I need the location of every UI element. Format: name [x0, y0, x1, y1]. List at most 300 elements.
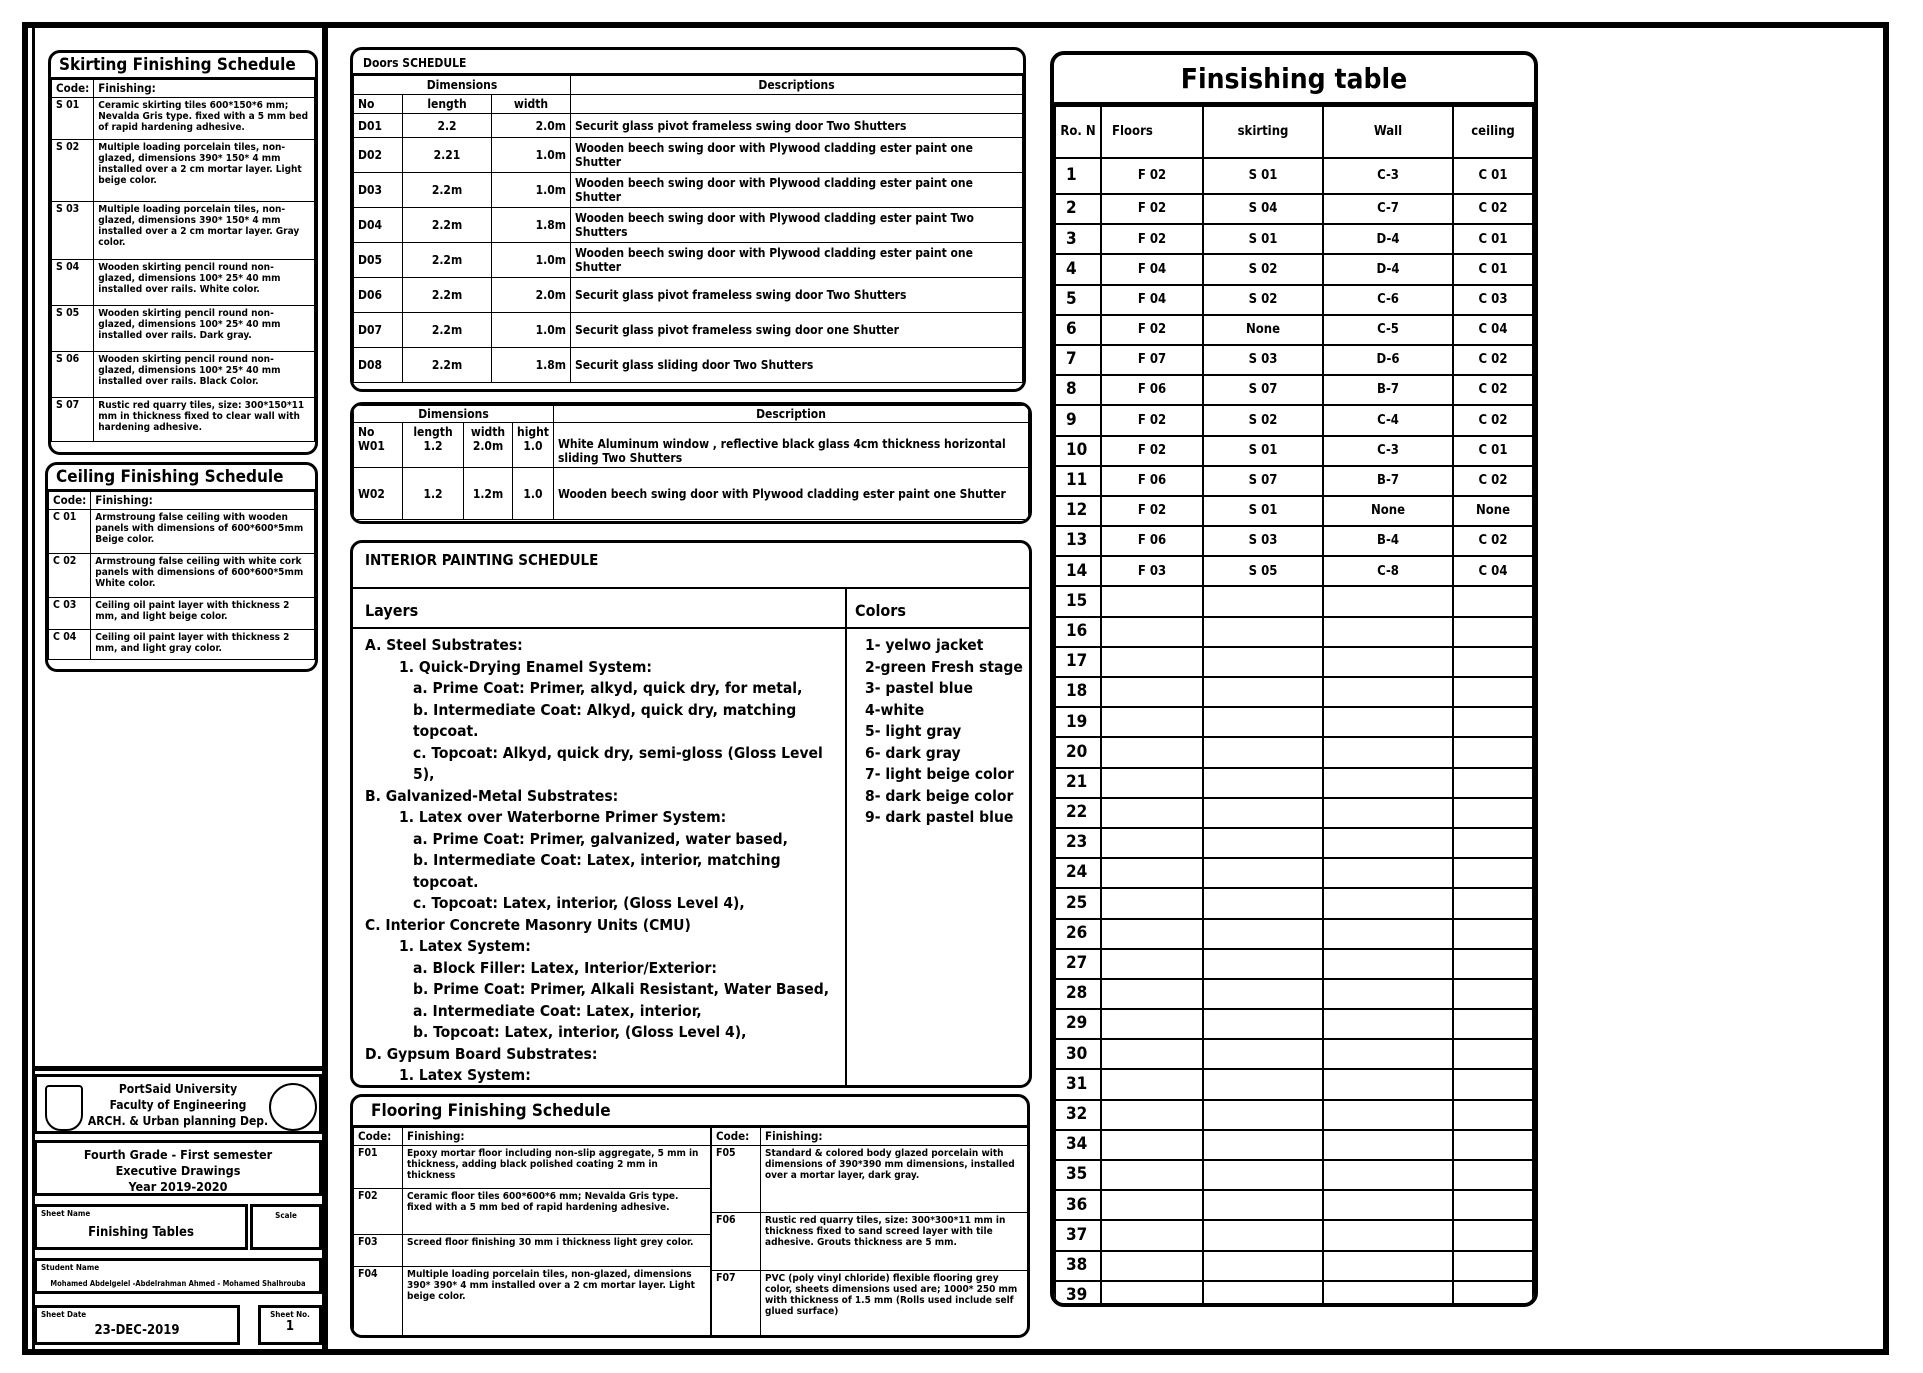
- sheet-name-caption: Sheet Name: [41, 1209, 91, 1218]
- door-length: 2.2m: [403, 348, 492, 383]
- table-row: [1055, 949, 1533, 979]
- window-no: W01: [358, 439, 385, 453]
- sheet-name-value: Finishing Tables: [88, 1225, 194, 1240]
- row-code: C 01: [49, 510, 91, 554]
- dimensions-header: Dimensions: [354, 406, 554, 423]
- ceiling-code: C 02: [1453, 375, 1533, 405]
- col-header: skirting: [1203, 106, 1323, 158]
- table-row: [1055, 466, 1533, 496]
- skirting-code: [1203, 1130, 1323, 1160]
- university-block: [34, 1074, 322, 1134]
- row-code: S 05: [52, 306, 94, 352]
- row-number: 29: [1055, 1009, 1101, 1039]
- dimensions-header: Dimensions: [354, 76, 571, 95]
- wall-code: C-3: [1323, 436, 1453, 466]
- finishing-header: Finishing:: [94, 80, 315, 98]
- flooring-left-table: [353, 1127, 711, 1338]
- ceiling-code: [1453, 1130, 1533, 1160]
- wall-code: [1323, 677, 1453, 707]
- floor-code: [1101, 768, 1203, 798]
- wall-code: B-7: [1323, 466, 1453, 496]
- door-length: 2.2m: [403, 313, 492, 348]
- window-desc: White Aluminum window , reflective black glass 4cm thickness horizontal sliding Two Shutters: [553, 423, 1028, 468]
- painting-column-divider: [845, 629, 847, 1088]
- table-row: [1055, 405, 1533, 435]
- ceiling-code: C 01: [1453, 254, 1533, 284]
- table-row: [354, 114, 1023, 138]
- wall-code: [1323, 768, 1453, 798]
- windows-schedule-panel: [350, 402, 1032, 524]
- door-width: 1.0m: [492, 243, 571, 278]
- row-number: 19: [1055, 707, 1101, 737]
- row-number: 14: [1055, 556, 1101, 586]
- row-number: 39: [1055, 1281, 1101, 1307]
- row-number: 13: [1055, 526, 1101, 556]
- table-row: [712, 1271, 1029, 1339]
- door-width: 2.0m: [492, 114, 571, 138]
- skirting-schedule-title: Skirting Finishing Schedule: [51, 53, 315, 79]
- sheet-name-block: [34, 1204, 248, 1250]
- ceiling-code: [1453, 888, 1533, 918]
- row-code: S 04: [52, 260, 94, 306]
- row-text: Ceiling oil paint layer with thickness 2 mm, and light beige color.: [91, 598, 315, 630]
- row-number: 16: [1055, 617, 1101, 647]
- row-number: 22: [1055, 798, 1101, 828]
- door-no: D08: [354, 348, 403, 383]
- row-text: PVC (poly vinyl chloride) flexible flooring grey color, sheets dimensions used are; 1000* 250 mm with thickness of 1.5 mm (Rolls used include self glued surface): [761, 1271, 1029, 1339]
- floor-code: [1101, 737, 1203, 767]
- row-text: Armstroung false ceiling with wooden panels with dimensions of 600*600*5mm Beige color.: [91, 510, 315, 554]
- row-number: 23: [1055, 828, 1101, 858]
- table-row: [1055, 979, 1533, 1009]
- row-number: 20: [1055, 737, 1101, 767]
- row-number: 32: [1055, 1100, 1101, 1130]
- ceiling-code: None: [1453, 496, 1533, 526]
- scale-block: [250, 1204, 322, 1250]
- row-number: 26: [1055, 919, 1101, 949]
- floor-code: F 02: [1101, 224, 1203, 254]
- table-row: [1055, 1251, 1533, 1281]
- ceiling-code: [1453, 949, 1533, 979]
- skirting-code: None: [1203, 315, 1323, 345]
- ceiling-code: C 01: [1453, 224, 1533, 254]
- floor-code: F 02: [1101, 405, 1203, 435]
- skirting-code: [1203, 828, 1323, 858]
- skirting-code: S 02: [1203, 405, 1323, 435]
- wall-code: [1323, 1100, 1453, 1130]
- floor-code: [1101, 586, 1203, 616]
- painting-layer-item: a. Prime Coat: Primer, galvanized, water based,: [413, 829, 788, 848]
- floor-code: [1101, 888, 1203, 918]
- table-row: [354, 1235, 711, 1267]
- skirting-code: S 03: [1203, 526, 1323, 556]
- skirting-code: S 04: [1203, 194, 1323, 224]
- table-row: [712, 1213, 1029, 1271]
- painting-color-item: 5- light gray: [865, 722, 962, 740]
- course-label: Executive Drawings: [115, 1163, 241, 1178]
- table-row: [1055, 858, 1533, 888]
- table-row: [354, 278, 1023, 313]
- wall-code: [1323, 586, 1453, 616]
- row-number: 35: [1055, 1160, 1101, 1190]
- row-code: C 02: [49, 554, 91, 598]
- skirting-code: [1203, 979, 1323, 1009]
- sheet-date-block: [34, 1305, 240, 1345]
- wall-code: [1323, 858, 1453, 888]
- table-row: [1055, 1220, 1533, 1250]
- window-hight: 1.0: [523, 439, 543, 453]
- length-header: length: [403, 95, 492, 114]
- table-row: [354, 1189, 711, 1235]
- floor-code: [1101, 1039, 1203, 1069]
- ceiling-code: [1453, 677, 1533, 707]
- year-label: Year 2019-2020: [128, 1179, 228, 1194]
- door-length: 2.2m: [403, 243, 492, 278]
- door-desc: Securit glass pivot frameless swing door Two Shutters: [571, 278, 1023, 313]
- row-text: Ceramic floor tiles 600*600*6 mm; Nevalda Gris type. fixed with a 5 mm bed of rapid hardening adhesive.: [403, 1189, 711, 1235]
- sheet-date-caption: Sheet Date: [41, 1310, 87, 1319]
- painting-layer-item: [365, 1087, 843, 1089]
- skirting-code: S 01: [1203, 436, 1323, 466]
- skirting-code: [1203, 1039, 1323, 1069]
- floor-code: [1101, 647, 1203, 677]
- row-code: S 01: [52, 98, 94, 140]
- painting-layer-item: b. Prime Coat: Primer, Alkali Resistant, Water Based,: [413, 980, 830, 998]
- door-width: 1.0m: [492, 313, 571, 348]
- skirting-code: [1203, 1069, 1323, 1099]
- painting-layer-item: 1. Latex System:: [399, 1066, 531, 1084]
- painting-schedule-title: INTERIOR PAINTING SCHEDULE: [353, 543, 1029, 589]
- skirting-code: S 01: [1203, 158, 1323, 194]
- painting-layer-item: 1. Quick-Drying Enamel System:: [399, 657, 652, 676]
- row-number: 18: [1055, 677, 1101, 707]
- ceiling-code: [1453, 707, 1533, 737]
- floor-code: [1101, 919, 1203, 949]
- wall-code: [1323, 828, 1453, 858]
- wall-code: None: [1323, 496, 1453, 526]
- code-header: Code:: [52, 80, 94, 98]
- grade-label: Fourth Grade - First semester: [83, 1147, 273, 1162]
- skirting-code: [1203, 1220, 1323, 1250]
- row-number: 36: [1055, 1190, 1101, 1220]
- row-text: Ceiling oil paint layer with thickness 2 mm, and light gray color.: [91, 630, 315, 660]
- painting-layer-item: a. Intermediate Coat: Latex, interior,: [413, 1001, 702, 1020]
- door-width: 1.0m: [492, 138, 571, 173]
- wall-code: [1323, 647, 1453, 677]
- ceiling-code: C 02: [1453, 194, 1533, 224]
- finishing-header: Finishing:: [761, 1128, 1029, 1146]
- flooring-right-table-wrap: [711, 1127, 1029, 1338]
- colors-list: [865, 635, 1032, 829]
- table-row: [354, 348, 1023, 383]
- row-code: S 02: [52, 140, 94, 202]
- wall-code: [1323, 1190, 1453, 1220]
- table-row: [1055, 677, 1533, 707]
- ceiling-code: [1453, 919, 1533, 949]
- ceiling-code: C 02: [1453, 466, 1533, 496]
- finishing-header: Finishing:: [403, 1128, 711, 1146]
- table-row: [1055, 888, 1533, 918]
- row-text: Multiple loading porcelain tiles, non-glazed, dimensions 390* 390* 4 mm installed over a 2 cm mortar layer. Light beige color.: [403, 1267, 711, 1339]
- sheet-no-caption: Sheet No.: [270, 1310, 310, 1319]
- skirting-code: S 03: [1203, 345, 1323, 375]
- table-row: [1055, 1281, 1533, 1307]
- wall-code: C-5: [1323, 315, 1453, 345]
- flooring-schedule-panel: [350, 1094, 1030, 1338]
- skirting-code: [1203, 858, 1323, 888]
- door-no: D01: [354, 114, 403, 138]
- row-number: 17: [1055, 647, 1101, 677]
- wall-code: [1323, 798, 1453, 828]
- table-row: [1055, 647, 1533, 677]
- student-block: [34, 1258, 322, 1294]
- door-length: 2.2m: [403, 173, 492, 208]
- table-row: [52, 140, 315, 202]
- row-number: 1: [1055, 158, 1101, 194]
- painting-layer-item: a. Block Filler: Latex, Interior/Exterior:: [413, 958, 717, 977]
- descriptions-header: Descriptions: [571, 76, 1023, 95]
- university-logo: [45, 1085, 83, 1131]
- table-row: [52, 202, 315, 260]
- table-row: [1055, 919, 1533, 949]
- painting-layer-item: c. Topcoat: Latex, interior, (Gloss Level 4),: [413, 894, 745, 912]
- floor-code: [1101, 1100, 1203, 1130]
- skirting-code: S 02: [1203, 254, 1323, 284]
- wall-code: [1323, 1251, 1453, 1281]
- door-no: D07: [354, 313, 403, 348]
- window-length: 1.2: [403, 468, 464, 520]
- door-desc: Securit glass pivot frameless swing door Two Shutters: [571, 114, 1023, 138]
- door-desc: Securit glass pivot frameless swing door one Shutter: [571, 313, 1023, 348]
- skirting-schedule-panel: [48, 50, 318, 455]
- wall-code: [1323, 1220, 1453, 1250]
- description-header: Description: [553, 406, 1028, 423]
- wall-code: [1323, 1009, 1453, 1039]
- painting-layer-item: b. Intermediate Coat: Latex, interior, matching topcoat.: [413, 851, 781, 891]
- sheet-no-block: [258, 1305, 322, 1345]
- table-row: [52, 306, 315, 352]
- floor-code: [1101, 707, 1203, 737]
- ceiling-code: [1453, 828, 1533, 858]
- row-text: Wooden skirting pencil round non-glazed, dimensions 100* 25* 40 mm installed over rails. Dark gray.: [94, 306, 315, 352]
- window-width: 2.0m: [472, 439, 504, 453]
- painting-color-item: 4-white: [865, 700, 925, 719]
- table-row: [1055, 707, 1533, 737]
- skirting-code: [1203, 707, 1323, 737]
- painting-layer-item: c. Topcoat: Alkyd, quick dry, semi-gloss (Gloss Level 5),: [413, 743, 823, 783]
- ceiling-code: C 02: [1453, 526, 1533, 556]
- skirting-schedule-table: [51, 79, 315, 442]
- table-row: [1055, 375, 1533, 405]
- skirting-code: [1203, 677, 1323, 707]
- windows-table: [353, 405, 1029, 520]
- width-header: width: [470, 425, 506, 439]
- skirting-code: S 07: [1203, 375, 1323, 405]
- colors-header: Colors: [845, 589, 1032, 629]
- window-desc: Wooden beech swing door with Plywood cladding ester paint one Shutter: [553, 468, 1028, 520]
- row-number: 24: [1055, 858, 1101, 888]
- wall-code: C-8: [1323, 556, 1453, 586]
- painting-layer-item: 1. Latex over Waterborne Primer System:: [399, 808, 727, 826]
- col-header: Ro. N: [1055, 106, 1101, 158]
- floor-code: [1101, 1069, 1203, 1099]
- row-text: Rustic red quarry tiles, size: 300*150*11 mm in thickness fixed to clear wall with hardening adhesive.: [94, 398, 315, 442]
- table-row: [1055, 194, 1533, 224]
- row-number: 8: [1055, 375, 1101, 405]
- row-code: F01: [354, 1146, 403, 1189]
- skirting-code: [1203, 1160, 1323, 1190]
- table-row: [1055, 345, 1533, 375]
- table-row: [49, 598, 315, 630]
- doors-schedule-title: Doors SCHEDULE: [353, 50, 1023, 75]
- finishing-table-panel: [1050, 51, 1538, 1307]
- wall-code: [1323, 1281, 1453, 1307]
- skirting-code: [1203, 1251, 1323, 1281]
- code-header: Code:: [49, 492, 91, 510]
- row-text: Ceramic skirting tiles 600*150*6 mm; Nevalda Gris type. fixed with a 5 mm bed of rapid hardening adhesive.: [94, 98, 315, 140]
- row-number: 15: [1055, 586, 1101, 616]
- floor-code: F 04: [1101, 254, 1203, 284]
- wall-code: [1323, 1069, 1453, 1099]
- painting-layer-item: B. Galvanized-Metal Substrates:: [365, 786, 619, 805]
- skirting-code: [1203, 949, 1323, 979]
- ceiling-code: [1453, 1251, 1533, 1281]
- code-header: Code:: [712, 1128, 761, 1146]
- row-number: 37: [1055, 1220, 1101, 1250]
- door-width: 1.8m: [492, 348, 571, 383]
- door-no: D02: [354, 138, 403, 173]
- row-number: 25: [1055, 888, 1101, 918]
- table-row: [1055, 737, 1533, 767]
- ceiling-code: C 01: [1453, 158, 1533, 194]
- table-row: [1055, 224, 1533, 254]
- wall-code: [1323, 949, 1453, 979]
- table-row: [52, 398, 315, 442]
- door-width: 1.8m: [492, 208, 571, 243]
- row-number: 27: [1055, 949, 1101, 979]
- row-code: C 03: [49, 598, 91, 630]
- sheet-date-value: 23-DEC-2019: [94, 1323, 180, 1338]
- table-row: [354, 138, 1023, 173]
- wall-code: [1323, 1160, 1453, 1190]
- scale-caption: Scale: [275, 1211, 297, 1220]
- painting-layer-item: C. Interior Concrete Masonry Units (CMU): [365, 915, 691, 934]
- ceiling-code: C 01: [1453, 436, 1533, 466]
- table-row: [1055, 1160, 1533, 1190]
- floor-code: [1101, 1220, 1203, 1250]
- table-row: [49, 630, 315, 660]
- floor-code: [1101, 979, 1203, 1009]
- row-number: 7: [1055, 345, 1101, 375]
- table-row: [1055, 1100, 1533, 1130]
- skirting-code: S 05: [1203, 556, 1323, 586]
- university-name: PortSaid University: [118, 1082, 238, 1096]
- ceiling-code: [1453, 1069, 1533, 1099]
- floor-code: F 02: [1101, 158, 1203, 194]
- skirting-code: [1203, 737, 1323, 767]
- floor-code: [1101, 1130, 1203, 1160]
- door-length: 2.2m: [403, 208, 492, 243]
- skirting-code: [1203, 586, 1323, 616]
- door-desc: Wooden beech swing door with Plywood cladding ester paint one Shutter: [571, 138, 1023, 173]
- row-number: 30: [1055, 1039, 1101, 1069]
- window-hight: 1.0: [513, 468, 554, 520]
- floor-code: [1101, 1009, 1203, 1039]
- door-no: D05: [354, 243, 403, 278]
- table-row: [1055, 1039, 1533, 1069]
- table-row: [1055, 1130, 1533, 1160]
- table-row: [712, 1146, 1029, 1213]
- floor-code: [1101, 677, 1203, 707]
- painting-schedule-panel: [350, 540, 1032, 1088]
- table-row: [1055, 315, 1533, 345]
- row-text: Armstroung false ceiling with white cork panels with dimensions of 600*600*5mm White color.: [91, 554, 315, 598]
- row-number: 5: [1055, 285, 1101, 315]
- ceiling-code: C 02: [1453, 345, 1533, 375]
- flooring-schedule-title: Flooring Finishing Schedule: [353, 1097, 1027, 1127]
- code-header: Code:: [354, 1128, 403, 1146]
- painting-layer-item: b. Intermediate Coat: Alkyd, quick dry, matching topcoat.: [413, 700, 797, 740]
- table-row: [1055, 1009, 1533, 1039]
- finishing-table-title: Finsishing table: [1054, 55, 1534, 105]
- ceiling-schedule-panel: [45, 462, 318, 672]
- table-row: [354, 468, 1029, 520]
- door-desc: Wooden beech swing door with Plywood cladding ester paint one Shutter: [571, 243, 1023, 278]
- floor-code: F 02: [1101, 496, 1203, 526]
- flooring-left-table-wrap: [353, 1127, 711, 1338]
- wall-code: [1323, 888, 1453, 918]
- wall-code: C-3: [1323, 158, 1453, 194]
- painting-color-item: 3- pastel blue: [865, 679, 973, 697]
- row-number: 12: [1055, 496, 1101, 526]
- wall-code: [1323, 1130, 1453, 1160]
- table-row: [1055, 496, 1533, 526]
- skirting-code: [1203, 919, 1323, 949]
- row-text: Multiple loading porcelain tiles, non-glazed, dimensions 390* 150* 4 mm installed over a 2 cm mortar layer. Gray color.: [94, 202, 315, 260]
- finishing-table-body: [1055, 158, 1533, 1307]
- row-number: 6: [1055, 315, 1101, 345]
- row-code: S 06: [52, 352, 94, 398]
- floor-code: F 03: [1101, 556, 1203, 586]
- skirting-code: [1203, 768, 1323, 798]
- wall-code: [1323, 919, 1453, 949]
- floor-code: [1101, 828, 1203, 858]
- painting-color-item: 8- dark beige color: [865, 786, 1014, 805]
- door-no: D06: [354, 278, 403, 313]
- ceiling-code: [1453, 1009, 1533, 1039]
- table-row: [354, 423, 1029, 468]
- flooring-right-table: [711, 1127, 1029, 1338]
- wall-code: D-4: [1323, 254, 1453, 284]
- row-number: 11: [1055, 466, 1101, 496]
- row-number: 4: [1055, 254, 1101, 284]
- floor-code: F 02: [1101, 315, 1203, 345]
- row-number: 2: [1055, 194, 1101, 224]
- ceiling-code: [1453, 1039, 1533, 1069]
- table-row: [49, 554, 315, 598]
- col-header: Floors: [1101, 106, 1203, 158]
- sheet-no-value: 1: [285, 1319, 295, 1334]
- ceiling-code: C 04: [1453, 556, 1533, 586]
- table-row: [354, 208, 1023, 243]
- student-caption: Student Name: [41, 1263, 100, 1272]
- titleblock-top-line: [32, 1066, 322, 1071]
- table-row: [1055, 436, 1533, 466]
- skirting-code: [1203, 1190, 1323, 1220]
- left-column-divider: [322, 28, 328, 1350]
- course-block: [34, 1140, 322, 1196]
- floor-code: F 04: [1101, 285, 1203, 315]
